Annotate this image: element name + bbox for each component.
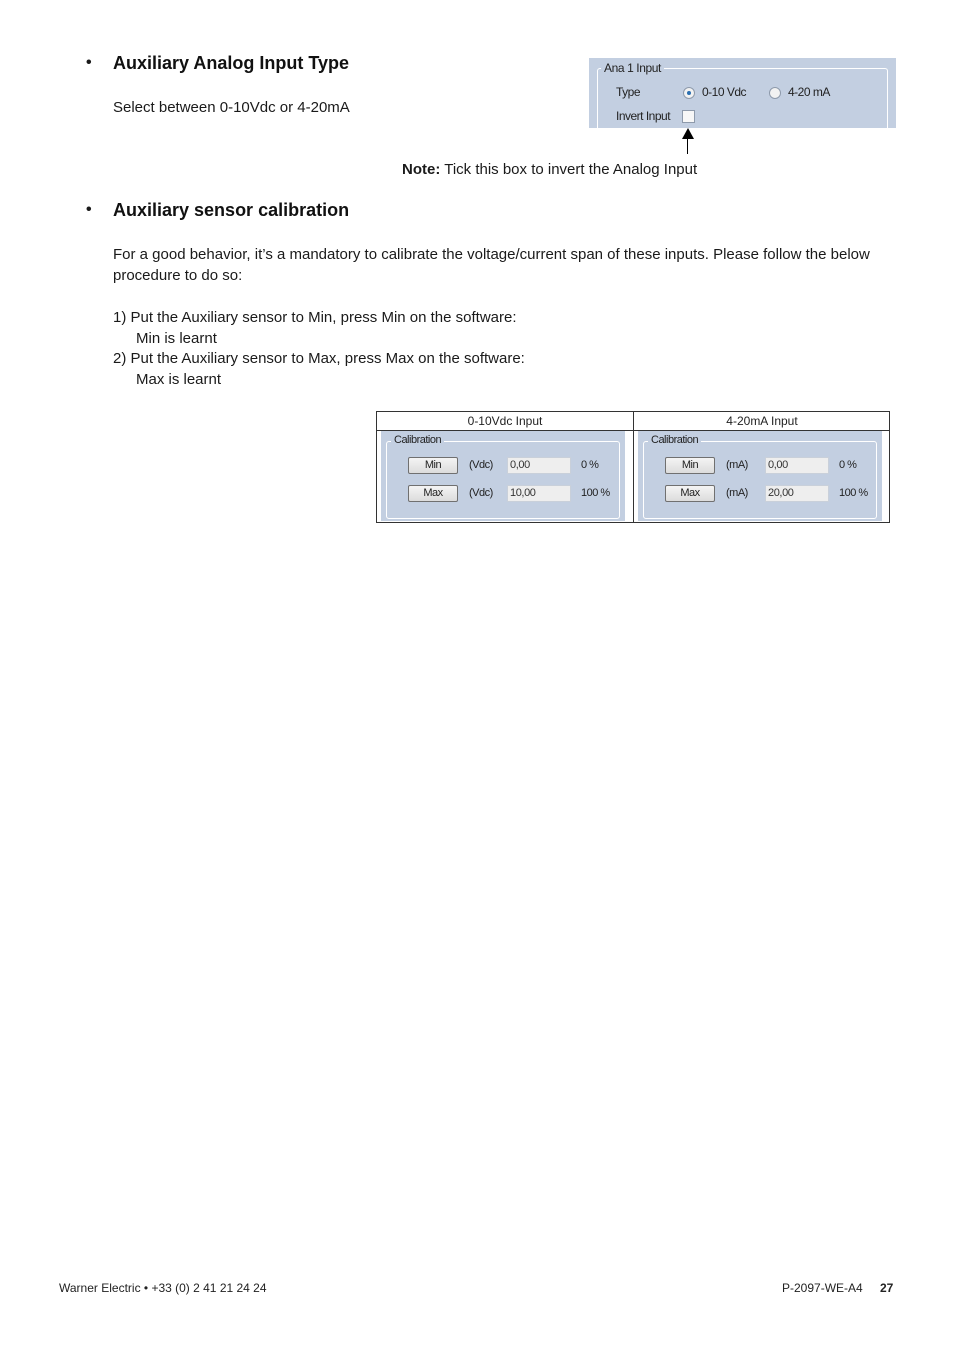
percent-label: 100 %: [839, 487, 868, 499]
unit-label: (mA): [726, 459, 748, 471]
step-2: 2) Put the Auxiliary sensor to Max, press Max on the software:: [113, 350, 525, 367]
calibration-panel: [638, 431, 882, 521]
calibration-table: [376, 411, 890, 523]
type-label: Type: [616, 85, 641, 99]
unit-label: (Vdc): [469, 459, 493, 471]
footer-doc-ref: P-2097-WE-A4: [782, 1281, 863, 1295]
percent-label: 0 %: [839, 459, 857, 471]
section-heading-analog-input-type: Auxiliary Analog Input Type: [113, 53, 350, 73]
radio-4-20ma[interactable]: [769, 87, 781, 99]
min-value-field[interactable]: 0,00: [765, 457, 829, 474]
page-number: 27: [880, 1281, 894, 1295]
percent-label: 100 %: [581, 487, 610, 499]
note-text: Tick this box to invert the Analog Input: [440, 161, 698, 178]
calibration-panel: [381, 431, 625, 521]
bullet: •: [86, 201, 92, 218]
max-button[interactable]: Max: [665, 485, 715, 502]
ana-input-legend: Ana 1 Input: [601, 61, 664, 75]
unit-label: (mA): [726, 487, 748, 499]
arrow-shaft: [687, 138, 688, 154]
invert-input-checkbox[interactable]: [682, 110, 695, 123]
max-button[interactable]: Max: [408, 485, 458, 502]
min-button[interactable]: Min: [408, 457, 458, 474]
radio-0-10vdc-label: 0-10 Vdc: [702, 85, 747, 99]
invert-input-label: Invert Input: [616, 109, 671, 123]
arrow-up-icon: [682, 128, 694, 139]
calibration-intro: For a good behavior, it’s a mandatory to calibrate the voltage/current span of these inputs. Please follow the below procedure to do so:: [113, 246, 870, 284]
calibration-column-ma: [633, 412, 890, 522]
radio-0-10vdc[interactable]: [683, 87, 695, 99]
ana-input-panel-screenshot: [589, 58, 896, 128]
bullet: •: [86, 54, 92, 71]
unit-label: (Vdc): [469, 487, 493, 499]
min-button[interactable]: Min: [665, 457, 715, 474]
calibration-legend: Calibration: [391, 434, 444, 446]
max-value-field[interactable]: 20,00: [765, 485, 829, 502]
step-1-result: Min is learnt: [136, 330, 217, 347]
radio-4-20ma-label: 4-20 mA: [788, 85, 830, 99]
calibration-legend: Calibration: [648, 434, 701, 446]
step-1: 1) Put the Auxiliary sensor to Min, press Min on the software:: [113, 309, 517, 326]
max-value-field[interactable]: 10,00: [507, 485, 571, 502]
section-heading-sensor-calibration: Auxiliary sensor calibration: [113, 200, 350, 220]
section-text-select: Select between 0-10Vdc or 4-20mA: [113, 99, 350, 116]
calibration-groupbox: [386, 441, 620, 519]
footer-company: Warner Electric • +33 (0) 2 41 21 24 24: [59, 1281, 267, 1295]
column-header: 0-10Vdc Input: [377, 412, 633, 431]
percent-label: 0 %: [581, 459, 599, 471]
min-value-field[interactable]: 0,00: [507, 457, 571, 474]
calibration-column-vdc: [377, 412, 633, 522]
step-2-result: Max is learnt: [136, 371, 222, 388]
note-label: Note:: [402, 161, 441, 178]
note: [402, 159, 697, 180]
column-header: 4-20mA Input: [634, 412, 890, 431]
calibration-groupbox: [643, 441, 877, 519]
